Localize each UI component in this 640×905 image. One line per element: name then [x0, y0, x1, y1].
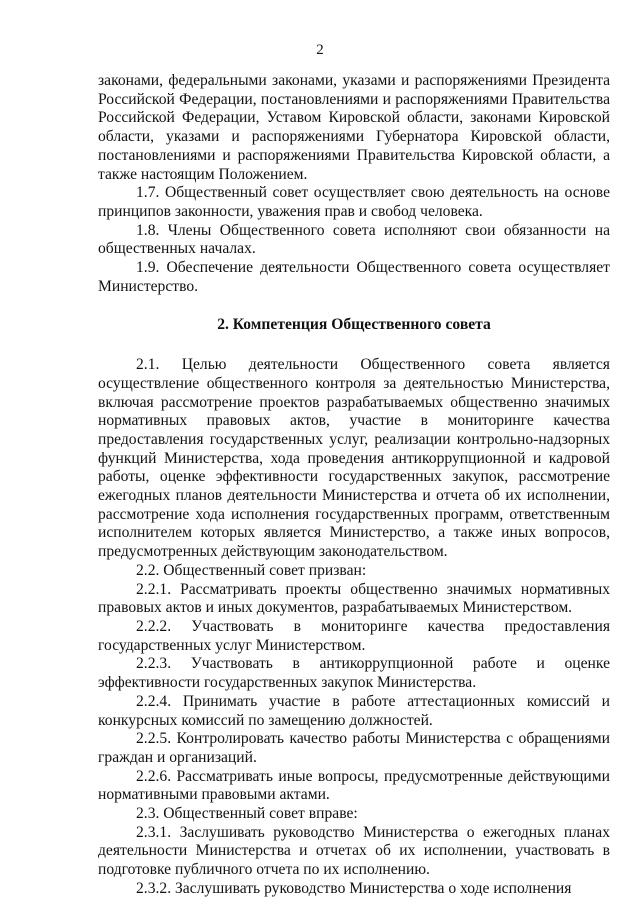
paragraph-2-2-6: 2.2.6. Рассматривать иные вопросы, предусмотренные действующими нормативными правовыми актами. — [98, 767, 610, 804]
paragraph-2-3-1: 2.3.1. Заслушивать руководство Министерства о ежегодных планах деятельности Министерства и отчетах об их исполнении, участвовать в подготовке публичного отчета по их исполнению. — [98, 823, 610, 879]
paragraph-1-7: 1.7. Общественный совет осуществляет свою деятельность на основе принципов законности, уважения прав и свобод человека. — [98, 184, 610, 220]
document-body — [98, 72, 610, 899]
paragraph-2-1: 2.1. Целью деятельности Общественного совета является осуществление общественного контроля за деятельностью Министерства, включая рассмотрение проектов разрабатываемых общественно значимых нормативных правовых актов, участие в мониторинге качества предоставления государственных услуг, реализации контрольно-надзорных функций Министерства, хода проведения антикоррупционной и кадровой работы, оценке эффективности государственных закупок, рассмотрение ежегодных планов деятельности Министерства и отчета об их исполнении, рассмотрение хода исполнения государственных программ, ответственным исполнителем которых является Министерство, а также иных вопросов, предусмотренных действующим законодательством. — [98, 356, 610, 561]
paragraph-2-2-1: 2.2.1. Рассматривать проекты общественно значимых нормативных правовых актов и иных документов, разрабатываемых Министерством. — [98, 580, 610, 617]
paragraph-2-2: 2.2. Общественный совет призван: — [136, 561, 367, 579]
page-number: 2 — [316, 42, 324, 58]
paragraph-2-2-3: 2.2.3. Участвовать в антикоррупционной работе и оценке эффективности государственных закупок Министерства. — [98, 655, 610, 692]
paragraph-2-3-2: 2.3.2. Заслушивать руководство Министерства о ходе исполнения — [136, 879, 572, 897]
section-heading: 2. Компетенция Общественного совета — [217, 316, 491, 334]
paragraph-2-3: 2.3. Общественный совет вправе: — [136, 805, 358, 823]
paragraph-1-8: 1.8. Члены Общественного совета исполняют свои обязанности на общественных началах. — [98, 221, 610, 258]
paragraph-1-9: 1.9. Обеспечение деятельности Общественного совета осуществляет Министерство. — [98, 259, 610, 295]
paragraph-2-2-4: 2.2.4. Принимать участие в работе аттестационных комиссий и конкурсных комиссий по замещению должностей. — [98, 692, 610, 729]
paragraph-2-2-2: 2.2.2. Участвовать в мониторинге качества предоставления государственных услуг Министерством. — [98, 617, 610, 654]
paragraph-continuation: законами, федеральными законами, указами и распоряжениями Президента Российской Федерации, постановлениями и распоряжениями Правительства Российской Федерации, Уставом Кировской области, законами Кировской области, указами и распоряжениями Губернатора Кировской области, постановлениями и распоряжениями Правительства Кировской области, а также настоящим Положением. — [98, 72, 610, 183]
paragraph-2-2-5: 2.2.5. Контролировать качество работы Министерства с обращениями граждан и организаций. — [98, 730, 610, 766]
